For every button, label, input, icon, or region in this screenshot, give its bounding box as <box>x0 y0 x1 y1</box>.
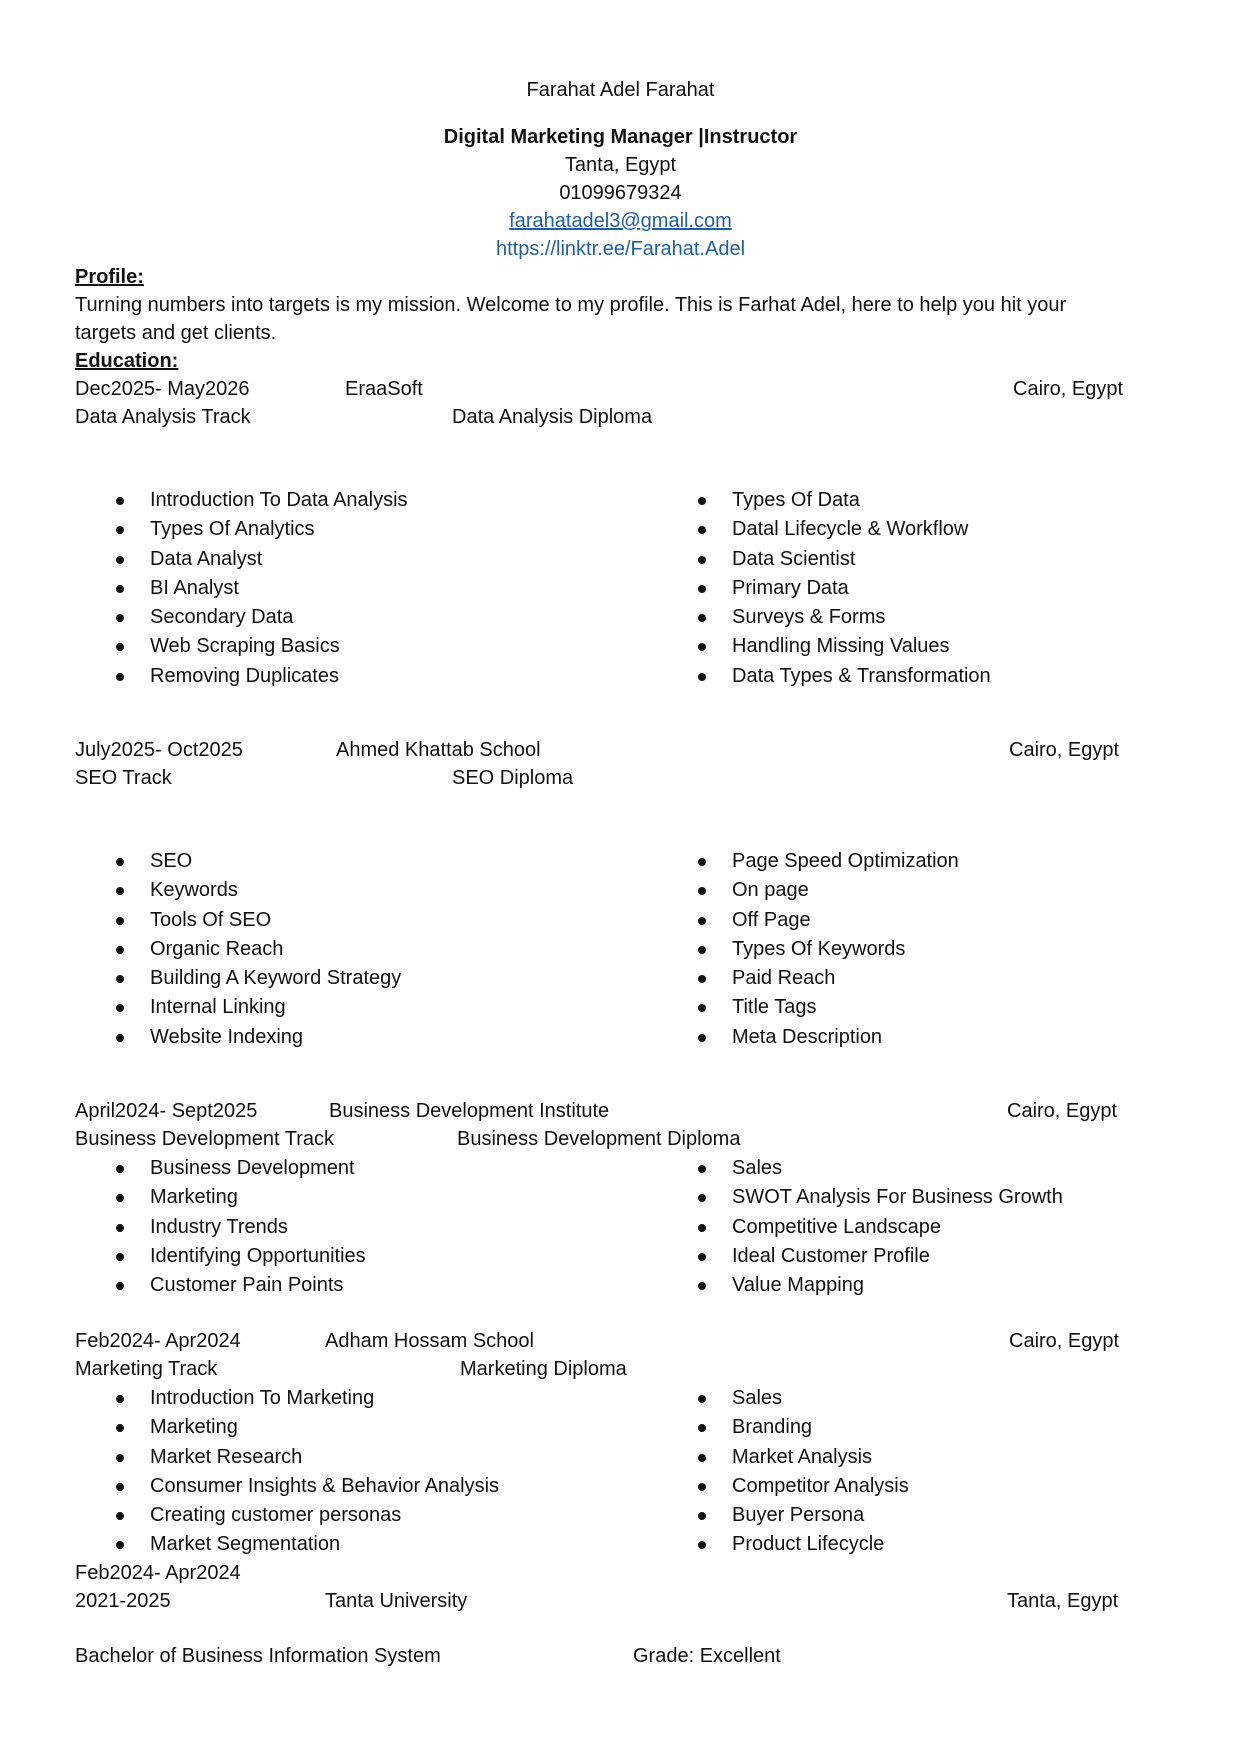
bullet-icon <box>116 526 124 534</box>
bullet-icon <box>116 1454 124 1462</box>
list-item: Page Speed Optimization <box>657 851 959 880</box>
list-item: Types Of Data <box>657 490 991 519</box>
bullet-icon <box>116 1224 124 1232</box>
list-item: Customer Pain Points <box>75 1275 366 1304</box>
email-link[interactable]: farahatadel3@gmail.com <box>509 210 732 232</box>
entry-topics-left <box>75 490 408 695</box>
entry-track: Business Development Track <box>75 1128 335 1150</box>
entry-dates: July2025- Oct2025 <box>75 739 243 761</box>
list-item: Ideal Customer Profile <box>657 1246 1063 1275</box>
list-item: SEO <box>75 851 401 880</box>
entry-institution: Adham Hossam School <box>325 1330 534 1352</box>
list-item: Buyer Persona <box>657 1505 909 1534</box>
profile-text-line2: targets and get clients. <box>75 322 277 344</box>
list-item: Business Development <box>75 1158 366 1187</box>
bullet-icon <box>698 975 706 983</box>
bullet-icon <box>116 1541 124 1549</box>
list-item: Tools Of SEO <box>75 910 401 939</box>
bullet-icon <box>698 1483 706 1491</box>
list-item: Datal Lifecycle & Workflow <box>657 519 991 548</box>
bullet-icon <box>116 585 124 593</box>
university-dates: 2021-2025 <box>75 1590 171 1612</box>
bullet-icon <box>116 673 124 681</box>
list-item: On page <box>657 880 959 909</box>
bullet-icon <box>698 887 706 895</box>
bullet-icon <box>698 1395 706 1403</box>
list-item: Market Research <box>75 1447 499 1476</box>
bullet-icon <box>116 917 124 925</box>
list-item: Primary Data <box>657 578 991 607</box>
bullet-icon <box>698 1194 706 1202</box>
bullet-icon <box>116 1424 124 1432</box>
bullet-icon <box>116 946 124 954</box>
list-item: Competitive Landscape <box>657 1217 1063 1246</box>
entry-location: Cairo, Egypt <box>1007 1100 1118 1122</box>
list-item: Consumer Insights & Behavior Analysis <box>75 1476 499 1505</box>
phone-text: 01099679324 <box>559 182 682 204</box>
location-text: Tanta, Egypt <box>564 154 677 176</box>
bullet-icon <box>698 643 706 651</box>
bullet-icon <box>698 1424 706 1432</box>
list-item: Types Of Keywords <box>657 939 959 968</box>
list-item: Introduction To Marketing <box>75 1388 499 1417</box>
entry-location: Cairo, Egypt <box>1009 739 1120 761</box>
list-item: Keywords <box>75 880 401 909</box>
list-item: Introduction To Data Analysis <box>75 490 408 519</box>
bullet-icon <box>698 1224 706 1232</box>
entry-topics-right <box>657 851 959 1056</box>
bullet-icon <box>698 1165 706 1173</box>
entry-dates: Feb2024- Apr2024 <box>75 1330 241 1352</box>
bullet-icon <box>698 1454 706 1462</box>
job-title: Digital Marketing Manager |Instructor <box>443 126 798 148</box>
entry-topics-right <box>657 1388 909 1564</box>
bullet-icon <box>116 497 124 505</box>
list-item: Creating customer personas <box>75 1505 499 1534</box>
bullet-icon <box>698 1034 706 1042</box>
entry-diploma: Business Development Diploma <box>457 1128 741 1150</box>
entry-topics-left <box>75 1158 366 1304</box>
list-item: Market Segmentation <box>75 1534 499 1563</box>
list-item: Sales <box>657 1388 909 1417</box>
bullet-icon <box>116 1194 124 1202</box>
list-item: Secondary Data <box>75 607 408 636</box>
bullet-icon <box>116 643 124 651</box>
list-item: Internal Linking <box>75 997 401 1026</box>
entry-track: Marketing Track <box>75 1358 218 1380</box>
bullet-icon <box>116 1004 124 1012</box>
bullet-icon <box>698 1541 706 1549</box>
bullet-icon <box>698 1253 706 1261</box>
bullet-icon <box>698 917 706 925</box>
entry-diploma: Marketing Diploma <box>460 1358 627 1380</box>
entry-dates: April2024- Sept2025 <box>75 1100 258 1122</box>
university-location: Tanta, Egypt <box>1007 1590 1119 1612</box>
bullet-icon <box>116 975 124 983</box>
bullet-icon <box>116 614 124 622</box>
university-degree: Bachelor of Business Information System <box>75 1645 441 1667</box>
profile-text-line1: Turning numbers into targets is my mission. Welcome to my profile. This is Farhat Adel, here to help you hit your <box>75 294 1067 316</box>
bullet-icon <box>116 1512 124 1520</box>
linktree-link[interactable]: https://linktr.ee/Farahat.Adel <box>495 238 746 260</box>
candidate-name: Farahat Adel Farahat <box>526 79 715 101</box>
bullet-icon <box>698 556 706 564</box>
bullet-icon <box>698 585 706 593</box>
entry-topics-right <box>657 1158 1063 1304</box>
entry-topics-left <box>75 1388 499 1564</box>
list-item: Organic Reach <box>75 939 401 968</box>
list-item: Data Scientist <box>657 549 991 578</box>
bullet-icon <box>116 887 124 895</box>
list-item: Branding <box>657 1417 909 1446</box>
bullet-icon <box>116 1395 124 1403</box>
entry-location: Cairo, Egypt <box>1013 378 1124 400</box>
bullet-icon <box>116 556 124 564</box>
bullet-icon <box>698 526 706 534</box>
education-heading: Education: <box>75 350 179 372</box>
list-item: Data Analyst <box>75 549 408 578</box>
bullet-icon <box>698 673 706 681</box>
entry-topics-right <box>657 490 991 695</box>
university-extra-dates: Feb2024- Apr2024 <box>75 1562 241 1584</box>
entry-track: SEO Track <box>75 767 172 789</box>
list-item: Handling Missing Values <box>657 636 991 665</box>
bullet-icon <box>116 1282 124 1290</box>
profile-heading: Profile: <box>75 266 144 288</box>
list-item: Industry Trends <box>75 1217 366 1246</box>
bullet-icon <box>116 1483 124 1491</box>
bullet-icon <box>698 1004 706 1012</box>
list-item: SWOT Analysis For Business Growth <box>657 1187 1063 1216</box>
list-item: Marketing <box>75 1417 499 1446</box>
list-item: Product Lifecycle <box>657 1534 909 1563</box>
entry-institution: Ahmed Khattab School <box>336 739 541 761</box>
list-item: Types Of Analytics <box>75 519 408 548</box>
list-item: Web Scraping Basics <box>75 636 408 665</box>
bullet-icon <box>116 1034 124 1042</box>
list-item: Off Page <box>657 910 959 939</box>
bullet-icon <box>698 1512 706 1520</box>
bullet-icon <box>698 946 706 954</box>
bullet-icon <box>698 858 706 866</box>
list-item: Removing Duplicates <box>75 666 408 695</box>
list-item: Value Mapping <box>657 1275 1063 1304</box>
list-item: Data Types & Transformation <box>657 666 991 695</box>
entry-diploma: Data Analysis Diploma <box>452 406 653 428</box>
entry-institution: EraaSoft <box>345 378 423 400</box>
list-item: Paid Reach <box>657 968 959 997</box>
list-item: BI Analyst <box>75 578 408 607</box>
list-item: Meta Description <box>657 1027 959 1056</box>
list-item: Marketing <box>75 1187 366 1216</box>
bullet-icon <box>116 1165 124 1173</box>
entry-topics-left <box>75 851 401 1056</box>
university-institution: Tanta University <box>325 1590 468 1612</box>
bullet-icon <box>698 1282 706 1290</box>
list-item: Website Indexing <box>75 1027 401 1056</box>
bullet-icon <box>116 1253 124 1261</box>
list-item: Sales <box>657 1158 1063 1187</box>
bullet-icon <box>698 614 706 622</box>
list-item: Title Tags <box>657 997 959 1026</box>
entry-institution: Business Development Institute <box>329 1100 610 1122</box>
entry-track: Data Analysis Track <box>75 406 251 428</box>
entry-diploma: SEO Diploma <box>452 767 574 789</box>
bullet-icon <box>698 497 706 505</box>
list-item: Identifying Opportunities <box>75 1246 366 1275</box>
list-item: Competitor Analysis <box>657 1476 909 1505</box>
list-item: Building A Keyword Strategy <box>75 968 401 997</box>
list-item: Market Analysis <box>657 1447 909 1476</box>
entry-location: Cairo, Egypt <box>1009 1330 1120 1352</box>
list-item: Surveys & Forms <box>657 607 991 636</box>
bullet-icon <box>116 858 124 866</box>
university-grade: Grade: Excellent <box>633 1645 781 1667</box>
entry-dates: Dec2025- May2026 <box>75 378 250 400</box>
